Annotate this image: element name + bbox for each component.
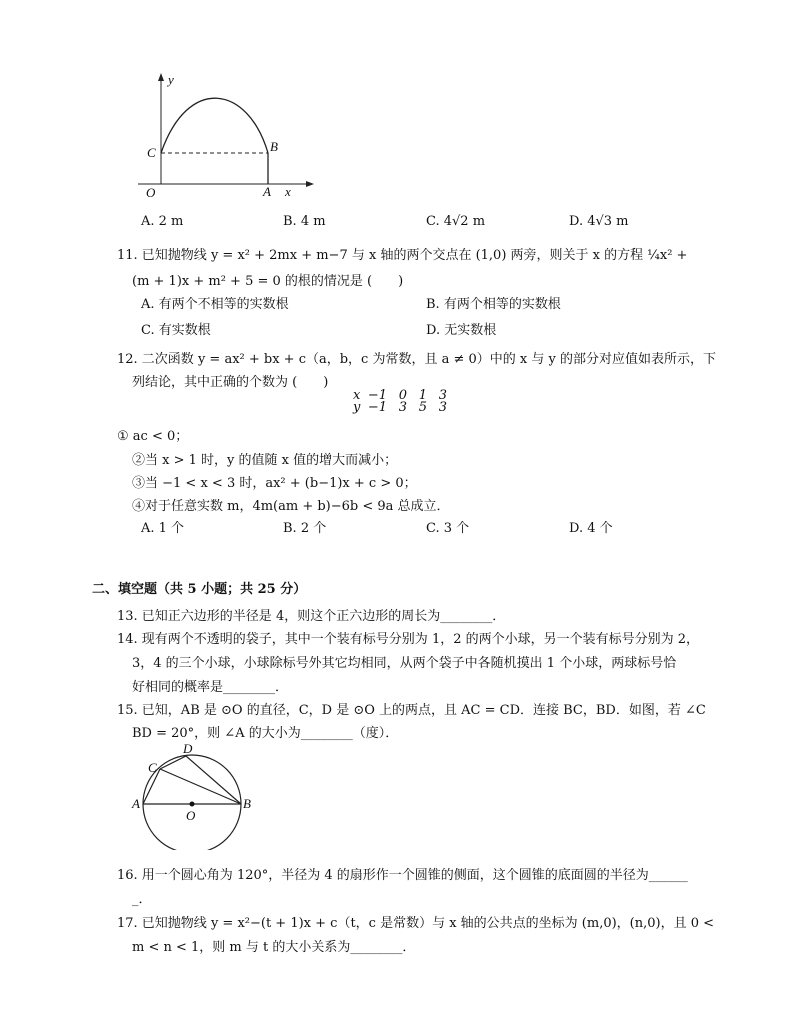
label-b: B	[270, 139, 278, 154]
q10-option-a: A. 2 m	[141, 214, 184, 229]
q13-line1: 13. 已知正六边形的半径是 4，则这个正六边形的周长为________．	[117, 609, 506, 624]
q15-line2: BD = 20°，则 ∠A 的大小为________（度）．	[132, 726, 399, 741]
q10-option-c: C. 4√2 m	[426, 214, 486, 229]
table-cell: 5	[418, 400, 427, 415]
q14-line1: 14. 现有两个不透明的袋子，其中一个装有标号分别为 1，2 的两个小球，另一个装有标号分别为 2，	[117, 632, 700, 647]
q10-figure	[130, 70, 330, 202]
parabola-arc	[161, 98, 268, 153]
section-title: 二、填空题（共 5 小题；共 25 分）	[92, 582, 307, 597]
q10-option-b: B. 4 m	[283, 214, 326, 229]
label-c: C	[147, 145, 156, 160]
q11-option-c: C. 有实数根	[141, 323, 211, 338]
q15-line1: 15. 已知，AB 是 ⊙O 的直径，C，D 是 ⊙O 上的两点，且 AC = CD．连接 BC，BD．如图，若 ∠C	[117, 703, 706, 718]
label-c: C	[148, 760, 157, 775]
table-row-y	[353, 402, 447, 414]
chord-bd	[186, 756, 241, 804]
table-cell: −1	[367, 388, 387, 403]
chord-cd	[160, 756, 186, 769]
y-axis-arrow	[158, 73, 164, 81]
label-o: O	[186, 808, 196, 823]
q12-statement-1: ① ac < 0；	[117, 429, 189, 444]
value-table	[353, 390, 447, 414]
table-cell: 1	[418, 388, 427, 403]
label-o: O	[146, 185, 156, 200]
table-cell: 3	[438, 400, 447, 415]
label-y: y	[168, 72, 174, 87]
x-axis-arrow	[306, 181, 314, 187]
q12-option-a: A. 1 个	[141, 521, 185, 536]
table-cell: −1	[367, 400, 387, 415]
q10-option-d: D. 4√3 m	[569, 214, 629, 229]
q11-option-d: D. 无实数根	[426, 323, 497, 338]
q17-line1: 17. 已知抛物线 y = x²−(t + 1)x + c（t，c 是常数）与 x 轴的公共点的坐标为 (m,0)，(n,0)，且 0 <	[117, 916, 715, 931]
q15-figure	[130, 740, 260, 850]
q12-statement-2: ②当 x > 1 时，y 的值随 x 值的增大而减小；	[132, 453, 398, 468]
q14-line3: 好相同的概率是________．	[132, 680, 289, 695]
label-x: x	[285, 184, 291, 199]
q11-line1: 11. 已知抛物线 y = x² + 2mx + m−7 与 x 轴的两个交点在 (1,0) 两旁，则关于 x 的方程 ¼x² +	[117, 248, 688, 263]
label-a: A	[263, 184, 271, 199]
q14-line2: 3，4 的三个小球，小球除标号外其它均相同，从两个袋子中各随机摸出 1 个小球，两球标号恰	[132, 656, 677, 671]
center-dot	[190, 802, 195, 807]
q11-option-b: B. 有两个相等的实数根	[426, 297, 561, 312]
table-y-label: y	[353, 400, 361, 415]
q17-line2: m < n < 1，则 m 与 t 的大小关系为________．	[132, 940, 416, 955]
chord-bc	[160, 769, 241, 804]
label-a: A	[132, 796, 140, 811]
table-cell: 0	[398, 388, 407, 403]
table-cell: 3	[398, 400, 407, 415]
q12-statement-4: ④对于任意实数 m，4m(am + b)−6b < 9a 总成立．	[132, 499, 450, 514]
q11-option-a: A. 有两个不相等的实数根	[141, 297, 289, 312]
q11-line2: (m + 1)x + m² + 5 = 0 的根的情况是 ( )	[132, 274, 404, 289]
label-b: B	[243, 796, 251, 811]
q12-line2: 列结论，其中正确的个数为 ( )	[132, 375, 329, 390]
table-x-label: x	[353, 388, 361, 403]
table-cell: 3	[438, 388, 447, 403]
q12-option-b: B. 2 个	[283, 521, 327, 536]
q12-statement-3: ③当 −1 < x < 3 时，ax² + (b−1)x + c > 0；	[132, 476, 417, 491]
q12-option-d: D. 4 个	[569, 521, 613, 536]
label-d: D	[183, 741, 193, 756]
q16-line2: _．	[132, 892, 152, 907]
q16-line1: 16. 用一个圆心角为 120°，半径为 4 的扇形作一个圆锥的侧面，这个圆锥的底面圆的半径为______	[117, 868, 688, 883]
q12-option-c: C. 3 个	[426, 521, 470, 536]
q12-line1: 12. 二次函数 y = ax² + bx + c（a，b，c 为常数，且 a ≠ 0）中的 x 与 y 的部分对应值如表所示，下	[117, 352, 716, 367]
